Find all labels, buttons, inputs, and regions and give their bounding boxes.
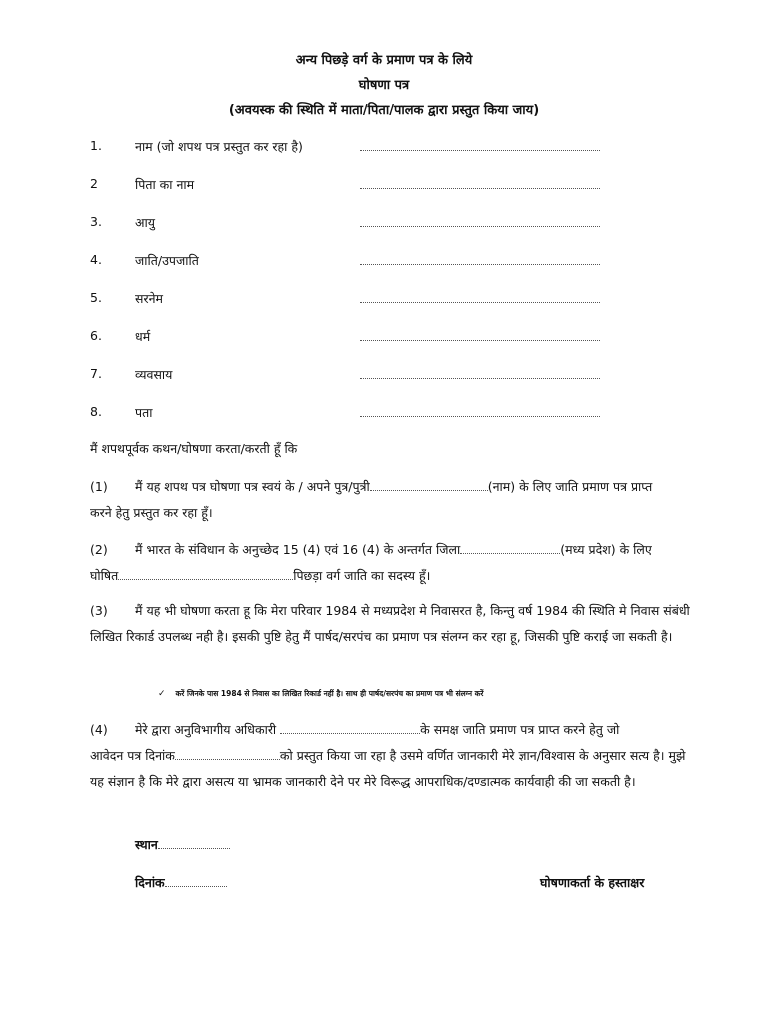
clause-text: मैं यह भी घोषणा करता हू कि मेरा परिवार 1984 से मध्यप्रदेश मे निवासरत है, किन्तु वर्ष 1984 की स्थिति मे निवास संबंधी लिखित रिकार्ड उपलब्ध नही है। इसकी पुष्टि हेतु मैं पार्षद/सरपंच का प्रमाण पत्र संलग्न कर रहा हू, जिसकी पुष्टि कराई जा सकती है। (90, 603, 690, 644)
field-blank[interactable] (360, 214, 600, 227)
form-instruction: (अवयस्क की स्थिति में माता/पिता/पालक द्वारा प्रस्तुत किया जाय) (228, 103, 540, 118)
field-row (90, 214, 630, 234)
date-field (135, 874, 227, 891)
field-blank[interactable] (360, 176, 600, 189)
field-label: पिता का नाम (135, 177, 195, 192)
form-title: अन्य पिछड़े वर्ग के प्रमाण पत्र के लिये (295, 53, 473, 68)
field-number: 3. (90, 214, 102, 229)
place-label: स्थान (135, 837, 158, 852)
field-label: व्यवसाय (135, 367, 173, 382)
field-row (90, 366, 630, 386)
clause-text: (नाम) के लिए जाति प्रमाण पत्र प्राप्त (487, 479, 653, 494)
field-number: 7. (90, 366, 102, 381)
field-number: 5. (90, 290, 102, 305)
declaration-intro: मैं शपथपूर्वक कथन/घोषणा करता/करती हूँ कि (90, 441, 298, 456)
clause-text: आवेदन पत्र दिनांक (90, 748, 175, 763)
signature-label: घोषणाकर्ता के हस्ताक्षर (540, 875, 645, 890)
field-number: 8. (90, 404, 102, 419)
field-label: पता (135, 405, 153, 420)
field-blank[interactable] (360, 252, 600, 265)
check-icon: ✓ (158, 689, 166, 699)
clause-number: (4) (90, 722, 108, 737)
field-label: धर्म (135, 329, 151, 344)
field-row (90, 252, 630, 272)
clause-text: मेरे द्वारा अनुविभागीय अधिकारी (135, 722, 277, 737)
field-label: जाति/उपजाति (135, 253, 199, 268)
clause-2 (90, 537, 690, 589)
field-row (90, 328, 630, 348)
field-blank[interactable] (360, 404, 600, 417)
clause-text: को प्रस्तुत किया जा रहा है उसमे वर्णित जानकारी मेरे ज्ञान/विश्वास के अनुसार सत्य है। मुझे यह संज्ञान है कि मेरे द्वारा असत्य या भ्रामक जानकारी देने पर मेरे विरूद्ध आपराधिक/दण्डात्मक कार्यवाही की जा सकती है। (90, 748, 686, 789)
field-row (90, 138, 630, 158)
field-blank[interactable] (360, 290, 600, 303)
caste-blank[interactable] (118, 568, 293, 580)
field-row (90, 290, 630, 310)
footnote-text: करें जिनके पास 1984 से निवास का लिखित रिकार्ड नहीं है। साथ ही पार्षद/सरपंच का प्रमाण पत्र भी संलग्न करें (175, 689, 484, 698)
clause-number: (3) (90, 603, 108, 618)
field-number: 2 (90, 176, 98, 191)
clause-text: पिछड़ा वर्ग जाति का सदस्य हूँ। (293, 568, 431, 583)
officer-blank[interactable] (280, 722, 420, 734)
field-number: 1. (90, 138, 102, 153)
clause-3 (90, 598, 690, 650)
child-name-blank[interactable] (370, 479, 488, 491)
field-number: 6. (90, 328, 102, 343)
place-field (135, 836, 230, 853)
clause-text: के समक्ष जाति प्रमाण पत्र प्राप्त करने हेतु जो (420, 722, 620, 737)
clause-text: मैं यह शपथ पत्र घोषणा पत्र स्वयं के / अपने पुत्र/पुत्री (135, 479, 370, 494)
place-blank[interactable] (158, 837, 230, 849)
field-blank[interactable] (360, 138, 600, 151)
clause-text: मैं भारत के संविधान के अनुच्छेद 15 (4) एवं 16 (4) के अन्तर्गत जिला (135, 542, 461, 557)
form-subtitle: घोषणा पत्र (358, 78, 410, 93)
field-label: आयु (135, 215, 156, 230)
clause-1 (90, 474, 690, 526)
clause-text: (मध्य प्रदेश) के लिए (560, 542, 652, 557)
field-number: 4. (90, 252, 102, 267)
clause-number: (1) (90, 479, 108, 494)
footnote (158, 689, 483, 699)
date-label: दिनांक (135, 875, 165, 890)
district-blank[interactable] (460, 542, 560, 554)
date-blank[interactable] (165, 875, 227, 887)
clause-text: घोषित (90, 568, 119, 583)
field-row (90, 404, 630, 424)
field-label: नाम (जो शपथ पत्र प्रस्तुत कर रहा है) (135, 139, 303, 154)
field-blank[interactable] (360, 328, 600, 341)
field-row (90, 176, 630, 196)
field-blank[interactable] (360, 366, 600, 379)
clause-4 (90, 717, 690, 795)
clause-text: करने हेतु प्रस्तुत कर रहा हूँ। (90, 505, 213, 520)
field-label: सरनेम (135, 291, 163, 306)
clause-number: (2) (90, 542, 108, 557)
application-date-blank[interactable] (175, 748, 280, 760)
